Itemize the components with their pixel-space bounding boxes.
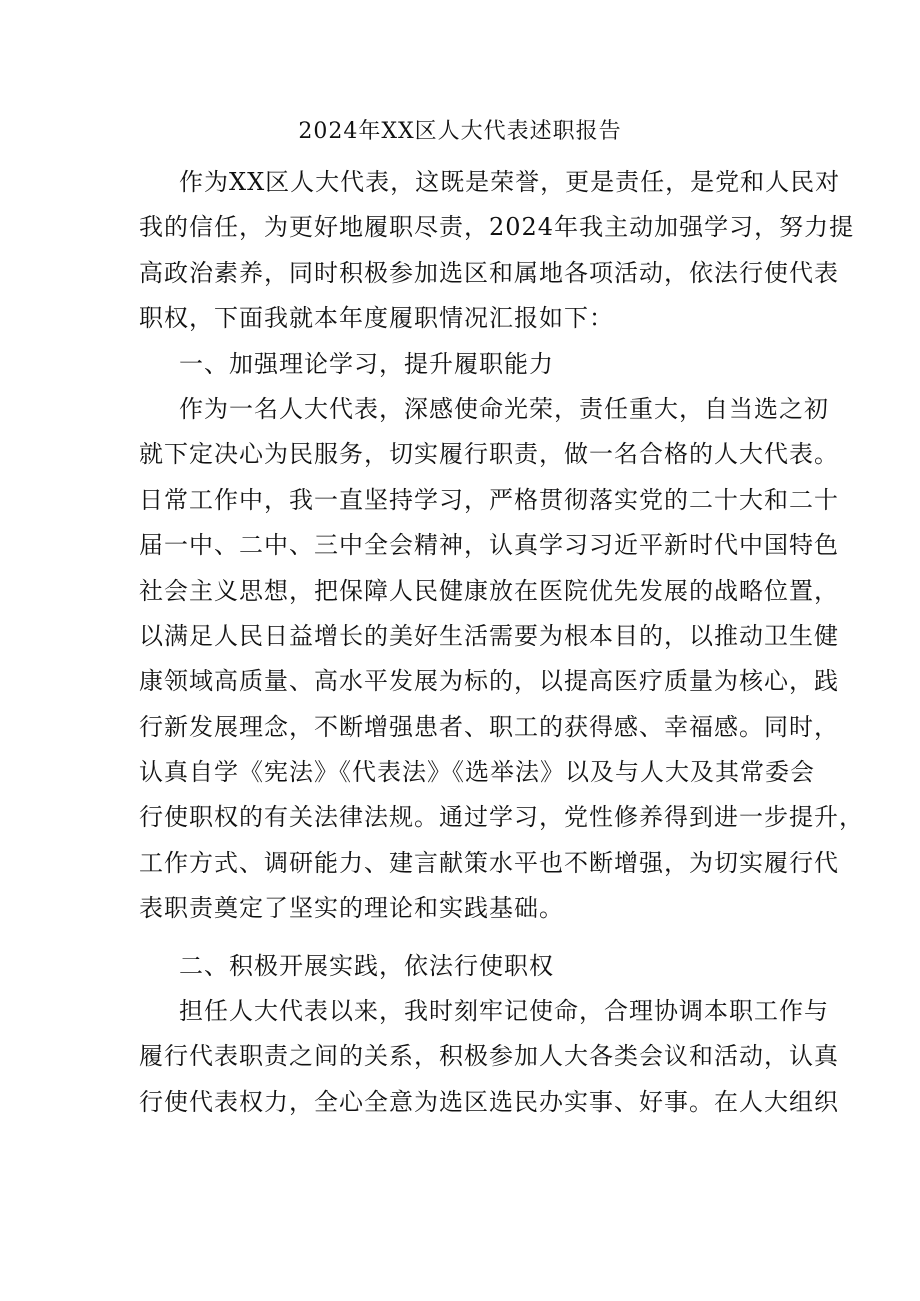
section2-paragraph (139, 989, 839, 1125)
paragraph-line: 职权，下面我就本年度履职情况汇报如下： (139, 304, 614, 333)
paragraph-line: 表职责奠定了坚实的理论和实践基础。 (139, 894, 564, 923)
paragraph-line: 担任人大代表以来，我时刻牢记使命，合理协调本职工作与 (179, 997, 829, 1026)
paragraph-line: 康领域高质量、高水平发展为标的，以提高医疗质量为核心，践 (139, 667, 839, 696)
paragraph-line: 届一中、二中、三中全会精神，认真学习习近平新时代中国特色 (139, 531, 839, 560)
paragraph-line: 以满足人民日益增长的美好生活需要为根本目的，以推动卫生健 (139, 621, 839, 650)
document-title: 2024年XX区人大代表述职报告 (298, 119, 622, 144)
section-spacer (139, 932, 789, 944)
intro-paragraph (139, 160, 855, 342)
paragraph-line: 我的信任，为更好地履职尽责，2024年我主动加强学习，努力提 (139, 213, 855, 242)
paragraph-line: 行使代表权力，全心全意为选区选民办实事、好事。在人大组织 (139, 1087, 839, 1116)
paragraph-line: 履行代表职责之间的关系，积极参加人大各类会议和活动，认真 (139, 1042, 839, 1071)
paragraph-line: 作为XX区人大代表，这既是荣誉，更是责任，是党和人民对 (179, 168, 841, 196)
paragraph-line: 就下定决心为民服务，切实履行职责，做一名合格的人大代表。 (139, 440, 839, 469)
paragraph-line: 高政治素养，同时积极参加选区和属地各项活动，依法行使代表 (139, 258, 839, 287)
paragraph-line: 作为一名人大代表，深感使命光荣，责任重大，自当选之初 (179, 394, 829, 423)
section1-paragraph (139, 387, 864, 932)
paragraph-line: 社会主义思想，把保障人民健康放在医院优先发展的战略位置， (139, 576, 839, 605)
paragraph-line: 工作方式、调研能力、建言献策水平也不断增强，为切实履行代 (139, 848, 839, 877)
paragraph-line: 行新发展理念，不断增强患者、职工的获得感、幸福感。同时， (139, 712, 839, 741)
section-heading: 二、积极开展实践，依法行使职权 (179, 951, 554, 980)
paragraph-line: 行使职权的有关法律法规。通过学习，党性修养得到进一步提升， (139, 803, 864, 832)
paragraph-line: 日常工作中，我一直坚持学习，严格贯彻落实党的二十大和二十 (139, 485, 839, 514)
paragraph-line: 认真自学《宪法》《代表法》《选举法》以及与人大及其常委会 (139, 758, 815, 787)
section-heading: 一、加强理论学习，提升履职能力 (179, 349, 554, 378)
document-body (139, 160, 864, 1125)
